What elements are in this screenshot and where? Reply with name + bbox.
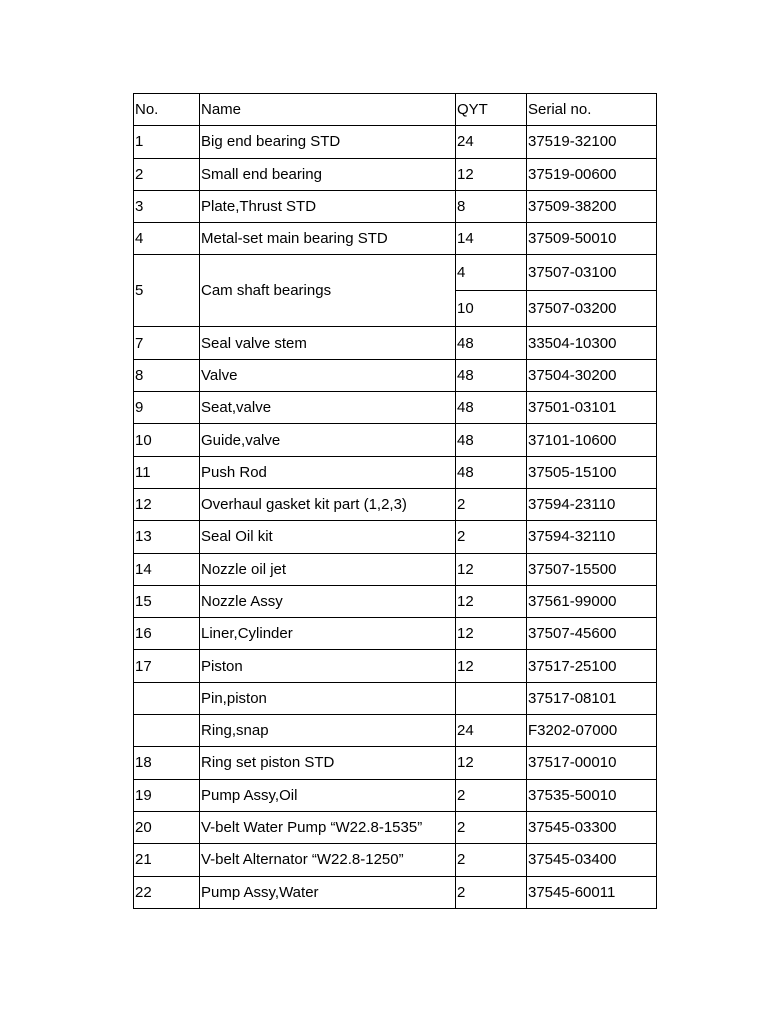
row-name: Pump Assy,Oil bbox=[200, 779, 456, 811]
row-serial: 37535-50010 bbox=[527, 779, 657, 811]
row-no: 20 bbox=[134, 811, 200, 843]
row-no: 22 bbox=[134, 876, 200, 908]
table-row bbox=[134, 844, 657, 876]
row-serial: 37517-25100 bbox=[527, 650, 657, 682]
row-serial: 37504-30200 bbox=[527, 359, 657, 391]
row-name: Small end bearing bbox=[200, 158, 456, 190]
row-qty: 2 bbox=[456, 488, 527, 520]
row-qty: 48 bbox=[456, 392, 527, 424]
row-name: Cam shaft bearings bbox=[200, 255, 456, 327]
row-no: 7 bbox=[134, 327, 200, 359]
header-name: Name bbox=[200, 94, 456, 126]
row-name: Piston bbox=[200, 650, 456, 682]
table-row bbox=[134, 359, 657, 391]
table-row bbox=[134, 392, 657, 424]
row-name: Seal valve stem bbox=[200, 327, 456, 359]
row-name: Ring set piston STD bbox=[200, 747, 456, 779]
row-name: Seal Oil kit bbox=[200, 521, 456, 553]
row-serial: F3202-07000 bbox=[527, 715, 657, 747]
row-qty: 14 bbox=[456, 223, 527, 255]
row-name: Valve bbox=[200, 359, 456, 391]
row-qty bbox=[456, 682, 527, 714]
row-serial: 37594-32110 bbox=[527, 521, 657, 553]
table-row bbox=[134, 223, 657, 255]
row-serial: 37561-99000 bbox=[527, 585, 657, 617]
row-serial: 37519-00600 bbox=[527, 158, 657, 190]
table-row bbox=[134, 779, 657, 811]
row-name: Push Rod bbox=[200, 456, 456, 488]
row-serial: 37505-15100 bbox=[527, 456, 657, 488]
row-qty: 12 bbox=[456, 618, 527, 650]
row-name: Ring,snap bbox=[200, 715, 456, 747]
row-qty: 4 bbox=[456, 255, 527, 291]
table-row bbox=[134, 158, 657, 190]
row-serial: 33504-10300 bbox=[527, 327, 657, 359]
row-serial: 37519-32100 bbox=[527, 126, 657, 158]
row-serial: 37517-08101 bbox=[527, 682, 657, 714]
row-name: Overhaul gasket kit part (1,2,3) bbox=[200, 488, 456, 520]
row-no: 14 bbox=[134, 553, 200, 585]
table-row bbox=[134, 747, 657, 779]
parts-table-body bbox=[134, 94, 657, 909]
header-serial: Serial no. bbox=[527, 94, 657, 126]
row-qty: 12 bbox=[456, 747, 527, 779]
header-qty: QYT bbox=[456, 94, 527, 126]
row-serial: 37545-03300 bbox=[527, 811, 657, 843]
table-row-split bbox=[134, 255, 657, 291]
table-row bbox=[134, 715, 657, 747]
table-row bbox=[134, 585, 657, 617]
row-no: 12 bbox=[134, 488, 200, 520]
row-name: Seat,valve bbox=[200, 392, 456, 424]
table-row bbox=[134, 811, 657, 843]
row-qty: 12 bbox=[456, 585, 527, 617]
row-no: 4 bbox=[134, 223, 200, 255]
row-serial: 37101-10600 bbox=[527, 424, 657, 456]
table-row bbox=[134, 126, 657, 158]
row-no: 2 bbox=[134, 158, 200, 190]
row-serial: 37517-00010 bbox=[527, 747, 657, 779]
row-no: 16 bbox=[134, 618, 200, 650]
table-row bbox=[134, 521, 657, 553]
table-row bbox=[134, 327, 657, 359]
row-name: Nozzle Assy bbox=[200, 585, 456, 617]
table-row bbox=[134, 618, 657, 650]
row-qty: 2 bbox=[456, 779, 527, 811]
row-no: 19 bbox=[134, 779, 200, 811]
table-row bbox=[134, 650, 657, 682]
row-serial: 37545-03400 bbox=[527, 844, 657, 876]
row-qty: 24 bbox=[456, 126, 527, 158]
row-qty: 48 bbox=[456, 424, 527, 456]
row-serial: 37507-03200 bbox=[527, 291, 657, 327]
row-name: Metal-set main bearing STD bbox=[200, 223, 456, 255]
row-no: 5 bbox=[134, 255, 200, 327]
row-no: 15 bbox=[134, 585, 200, 617]
row-name: Big end bearing STD bbox=[200, 126, 456, 158]
row-qty: 48 bbox=[456, 327, 527, 359]
table-row bbox=[134, 682, 657, 714]
row-name: Nozzle oil jet bbox=[200, 553, 456, 585]
row-name: Liner,Cylinder bbox=[200, 618, 456, 650]
row-qty: 48 bbox=[456, 456, 527, 488]
row-qty: 12 bbox=[456, 553, 527, 585]
row-serial: 37509-50010 bbox=[527, 223, 657, 255]
row-no: 17 bbox=[134, 650, 200, 682]
row-no: 21 bbox=[134, 844, 200, 876]
row-serial: 37507-45600 bbox=[527, 618, 657, 650]
row-name: Plate,Thrust STD bbox=[200, 190, 456, 222]
table-row bbox=[134, 456, 657, 488]
row-serial: 37501-03101 bbox=[527, 392, 657, 424]
row-qty: 2 bbox=[456, 521, 527, 553]
row-name: Pump Assy,Water bbox=[200, 876, 456, 908]
header-no: No. bbox=[134, 94, 200, 126]
table-row bbox=[134, 190, 657, 222]
row-name: V-belt Alternator “W22.8-1250” bbox=[200, 844, 456, 876]
row-no bbox=[134, 715, 200, 747]
row-serial: 37509-38200 bbox=[527, 190, 657, 222]
row-no: 9 bbox=[134, 392, 200, 424]
table-row bbox=[134, 553, 657, 585]
table-row bbox=[134, 488, 657, 520]
row-serial: 37507-15500 bbox=[527, 553, 657, 585]
row-qty: 48 bbox=[456, 359, 527, 391]
row-qty: 2 bbox=[456, 844, 527, 876]
row-serial: 37507-03100 bbox=[527, 255, 657, 291]
row-no: 1 bbox=[134, 126, 200, 158]
row-qty: 12 bbox=[456, 650, 527, 682]
row-qty: 24 bbox=[456, 715, 527, 747]
row-qty: 8 bbox=[456, 190, 527, 222]
row-qty: 2 bbox=[456, 876, 527, 908]
table-row bbox=[134, 876, 657, 908]
row-no bbox=[134, 682, 200, 714]
row-name: Pin,piston bbox=[200, 682, 456, 714]
row-qty: 10 bbox=[456, 291, 527, 327]
row-no: 3 bbox=[134, 190, 200, 222]
row-name: Guide,valve bbox=[200, 424, 456, 456]
row-serial: 37594-23110 bbox=[527, 488, 657, 520]
row-qty: 12 bbox=[456, 158, 527, 190]
header-row bbox=[134, 94, 657, 126]
row-qty: 2 bbox=[456, 811, 527, 843]
row-serial: 37545-60011 bbox=[527, 876, 657, 908]
row-no: 8 bbox=[134, 359, 200, 391]
row-no: 11 bbox=[134, 456, 200, 488]
row-no: 18 bbox=[134, 747, 200, 779]
row-name: V-belt Water Pump “W22.8-1535” bbox=[200, 811, 456, 843]
table-row bbox=[134, 424, 657, 456]
row-no: 13 bbox=[134, 521, 200, 553]
row-no: 10 bbox=[134, 424, 200, 456]
parts-table bbox=[133, 93, 657, 909]
